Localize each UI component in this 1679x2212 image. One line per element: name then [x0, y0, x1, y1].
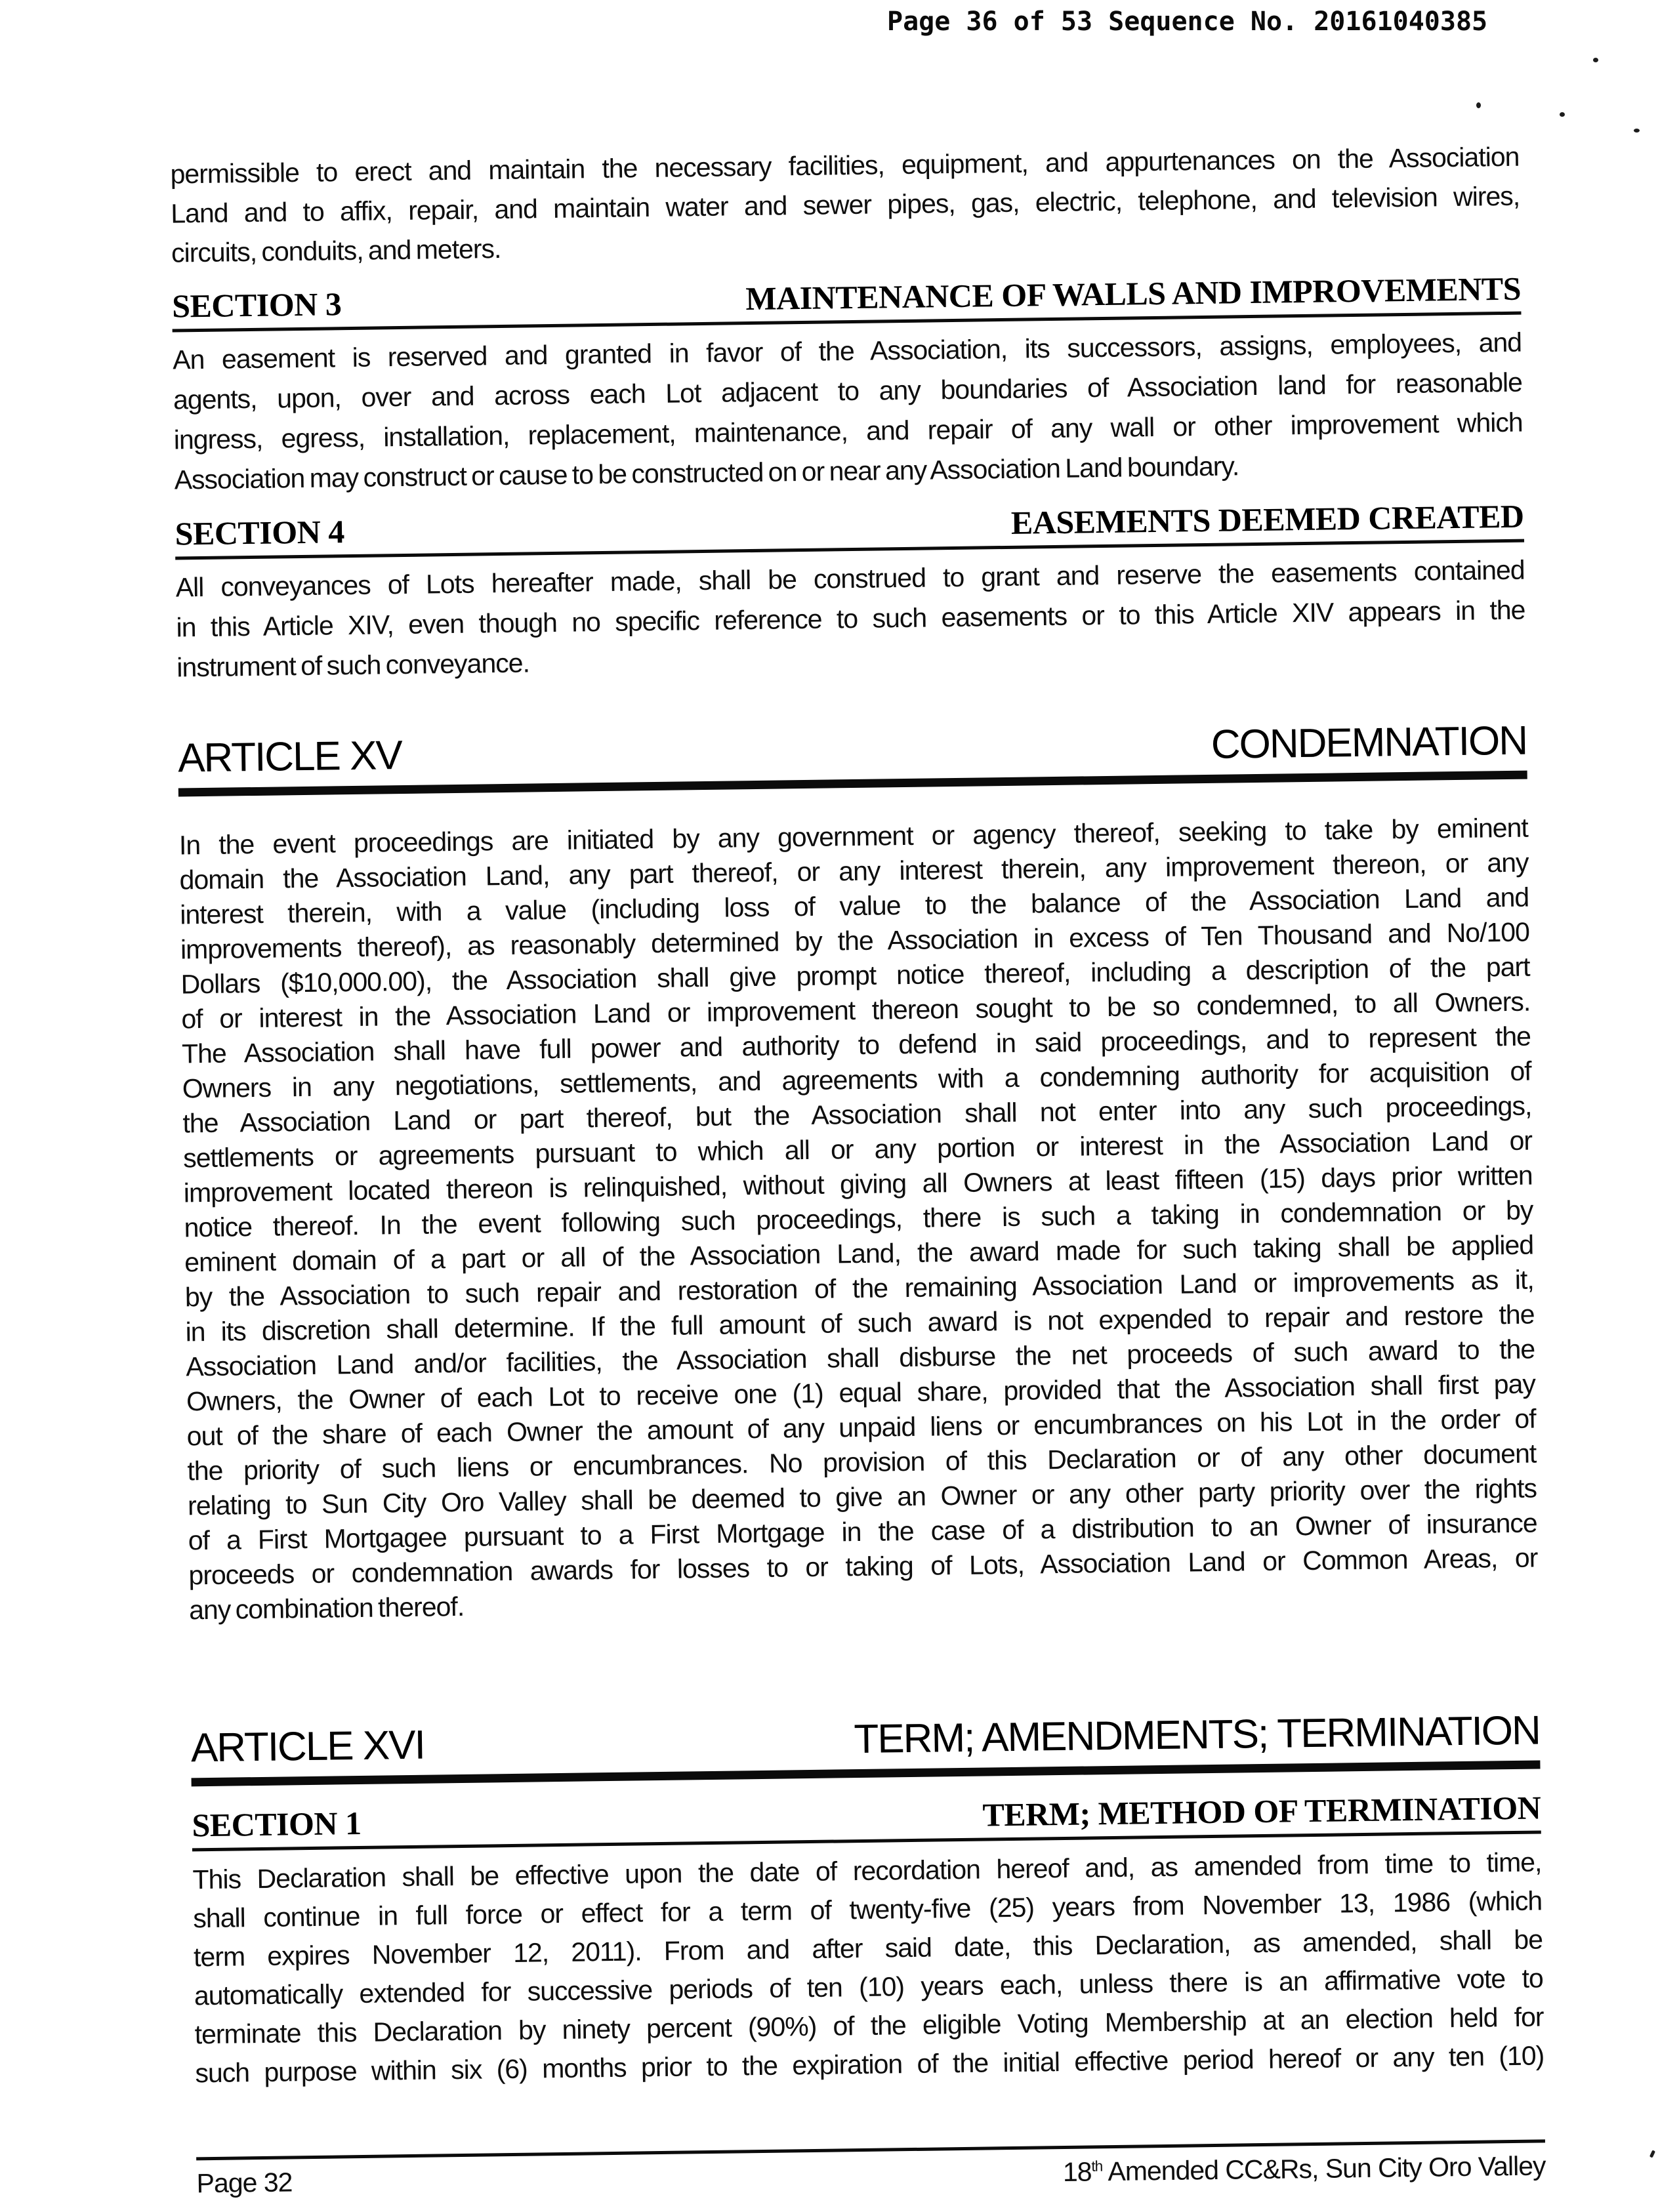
footer-document-title: 18th Amended CC&Rs, Sun City Oro Valley	[1062, 2150, 1546, 2188]
article15-paragraph: In the event proceedings are initiated by any government or agency thereof, seeking to take by eminent domain the Association Land, any part thereof, or any interest therein, any improvement thereon, or any interest therein, with a value (including loss of value to the balance of the Association Land and improvements thereof), as reasonably determined by the Association in excess of Ten Thousand and No/100 Dollars ($10,000.00), the Association shall give prompt notice thereof, including a description of the part of or interest in the Association Land or improvement thereon sought to be so condemned, to all Owners. The Association shall have full power and authority to defend in said proceedings, and to represent the Owners in any negotiations, settlements, and agreements with a condemning authority for acquisition of the Association Land or part thereof, but the Association shall not enter into any such proceedings, settlements or agreements pursuant to which all or any portion or interest in the Association Land or improvement located thereon is relinquished, without giving all Owners at least fifteen (15) days prior written notice thereof. In the event following such proceedings, there is such a taking in condemnation or by eminent domain of a part or all of the Association Land, the award made for such taking shall be applied by the Association to such repair and restoration of the remaining Association Land or improvements as it, in its discretion shall determine. If the full amount of such award is not expended to repair and restore the Association Land and/or facilities, the Association shall disburse the net proceeds of such award to the Owners, the Owner of each Lot to receive one (1) equal share, provided that the Association shall first pay out of the share of each Owner the amount of any unpaid liens or encumbrances on his Lot in the order of the priority of such liens or encumbrances. No provision of this Declaration or of any other document relating to Sun City Oro Valley shall be deemed to give an Owner or any other party priority over the rights of a First Mortgagee pursuant to a First Mortgage in the case of a distribution to an Owner of insurance proceeds or condemnation awards for losses to or taking of Lots, Association Land or Common Areas, or any combination thereof.	[178, 812, 1538, 1626]
scanned-text-block	[168, 0, 1546, 2199]
section3-paragraph: An easement is reserved and granted in favor of the Association, its successors, assigns, employees, and agents, upon, over and across each Lot adjacent to any boundaries of Association land for reasonable ingress, egress, installation, replacement, maintenance, and repair of any wall or other improvement which Association may construct or cause to be constructed on or near any Association Land boundary.	[172, 327, 1523, 495]
article16-section1-heading	[192, 1788, 1541, 1851]
section1-paragraph: This Declaration shall be effective upon the date of recordation hereof and, as amended from time to time, shall continue in full force or effect for a term of twenty-five (25) years from November 13, 1986 (which term expires November 12, 2011). From and after said date, this Declaration, as amended, shall be automatically extended for successive periods of ten (10) years each, unless there is an affirmative vote to terminate this Declaration by ninety percent (90%) of the eligible Voting Membership at an election held for such purpose within six (6) months prior to the expiration of the initial effective period hereof or any ten (10)	[192, 1847, 1544, 2089]
article16-label: ARTICLE XVI	[190, 1722, 425, 1771]
article15-heading	[178, 718, 1527, 797]
section4-title: EASEMENTS DEEMED CREATED	[1010, 497, 1524, 541]
article16-heading	[190, 1707, 1540, 1786]
section1-label: SECTION 1	[192, 1804, 362, 1844]
scan-speck	[1634, 129, 1640, 133]
section4-heading	[175, 497, 1524, 560]
recording-header: Page 36 of 53 Sequence No. 20161040385	[887, 7, 1488, 37]
intro-paragraph: permissible to erect and maintain the necessary facilities, equipment, and appurtenances on the Association Land and to affix, repair, and maintain water and sewer pipes, gas, electric, telephone, and television wires, circuits, conduits, and meters.	[170, 141, 1520, 268]
scan-speck	[1649, 2150, 1655, 2158]
section3-label: SECTION 3	[171, 285, 342, 325]
scan-speck	[1560, 112, 1565, 117]
section4-label: SECTION 4	[175, 513, 345, 552]
section3-title: MAINTENANCE OF WALLS AND IMPROVEMENTS	[745, 270, 1522, 317]
section1-title: TERM; METHOD OF TERMINATION	[982, 1789, 1541, 1833]
scan-speck	[1593, 58, 1598, 62]
page-footer	[196, 2142, 1546, 2199]
article16-title: TERM; AMENDMENTS; TERMINATION	[853, 1708, 1541, 1763]
section3-heading	[172, 270, 1522, 333]
section4-paragraph: All conveyances of Lots hereafter made, shall be construed to grant and reserve the easements contained in this Article XIV, even though no specific reference to such easements or to this Article XIV appears in the instrument of such conveyance.	[175, 554, 1525, 683]
article15-title: CONDEMNATION	[1211, 718, 1527, 768]
footer-page-number: Page 32	[196, 2167, 293, 2199]
article15-label: ARTICLE XV	[177, 733, 402, 781]
